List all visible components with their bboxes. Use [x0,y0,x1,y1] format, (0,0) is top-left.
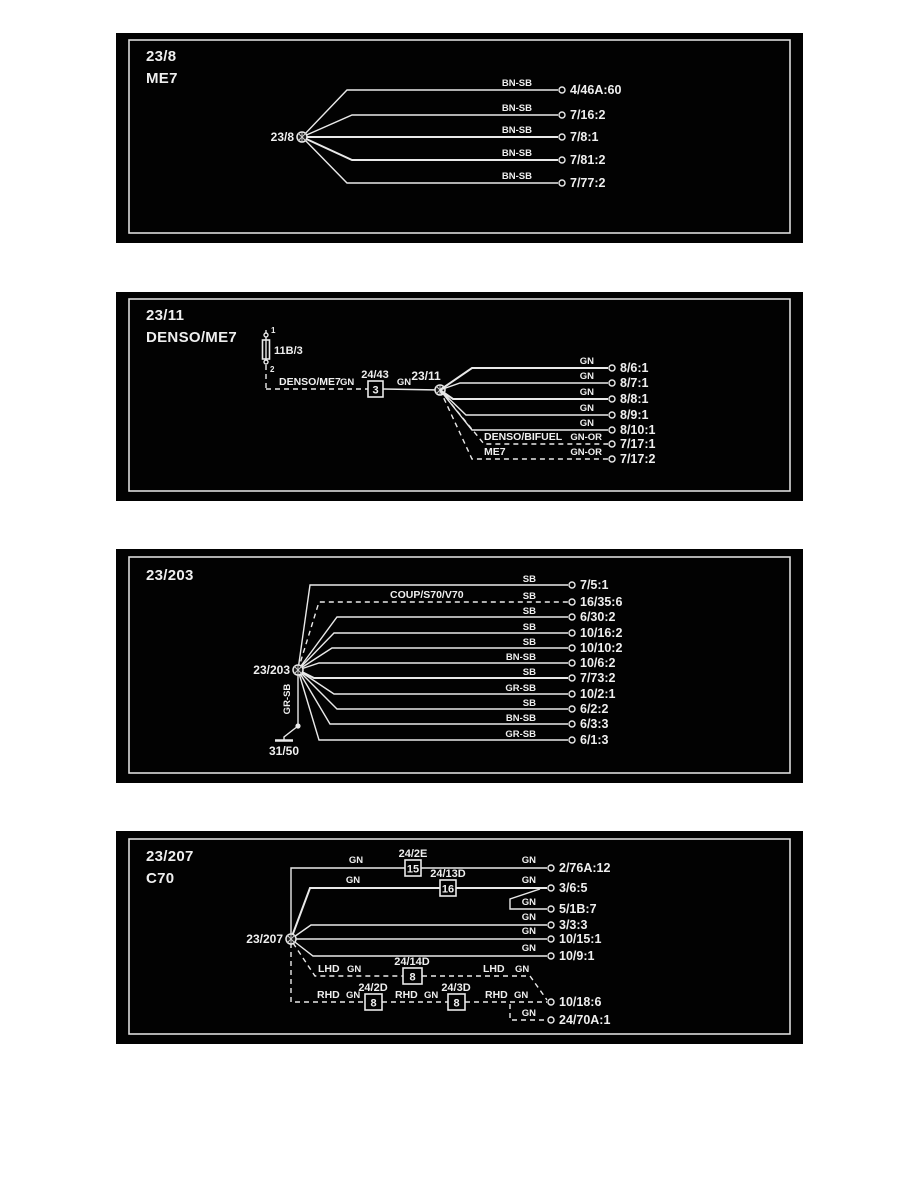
terminal-icon [559,112,565,118]
panel-23-11-diagram [116,292,803,501]
wire-color-code: SB [522,606,536,617]
connector-pin: 8 [370,997,377,1010]
wire-color-code: BN-SB [501,103,532,114]
wire-color-code: GN [579,371,594,382]
wire-color-code: GN [521,926,536,937]
connector-label: 24/43 [361,369,389,381]
variant-label: ME7 [484,446,506,458]
terminal-label: 10/6:2 [580,656,616,670]
variant-label: LHD [318,963,340,975]
node-label: 23/203 [253,663,290,677]
wire-color-code: GN-OR [570,447,602,458]
wire-color-code: GN [396,377,412,388]
wire-color-code: GN [579,403,594,414]
fuse-pin2-label: 2 [270,365,275,374]
terminal-icon [569,706,575,712]
connector-pin: 16 [441,883,455,896]
panel-title-line1: 23/203 [146,567,194,584]
terminal-label: 6/1:3 [580,733,609,747]
connector-pin: 8 [409,971,416,984]
wire-color-code: GN [515,964,530,975]
terminal-label: 4/46A:60 [570,83,622,97]
terminal-icon [548,1017,554,1023]
ground-wire [284,726,298,740]
terminal-label: 7/16:2 [570,108,606,122]
node-label: 23/8 [270,130,294,144]
wire-color-code: GN [340,377,355,388]
wire [291,888,440,939]
panel-23-8 [116,33,803,243]
ground-node-icon [297,132,307,142]
wire-color-code: SB [522,637,536,648]
wire-color-code: GN [521,855,536,866]
terminal-label: 7/81:2 [570,153,606,167]
terminal-icon [548,999,554,1005]
wire-color-code: GN [521,897,536,908]
terminal-label: 8/10:1 [620,423,656,437]
terminal-icon [548,922,554,928]
terminal-icon [609,365,615,371]
terminal-icon [569,675,575,681]
connector-label: 24/13D [430,868,466,880]
panel-23-207 [116,831,803,1044]
panel-title-line2: C70 [146,870,175,887]
terminal-label: 7/17:1 [620,437,656,451]
wire-color-code: GN [579,356,594,367]
terminal-icon [609,441,615,447]
terminal-icon [609,456,615,462]
wire-color-code: BN-SB [505,713,536,724]
wire-color-code: GN [346,990,361,1001]
terminal-label: 3/6:5 [559,881,588,895]
terminal-label: 10/9:1 [559,949,595,963]
terminal-label: 7/73:2 [580,671,616,685]
wire-color-code: GN-OR [570,432,602,443]
wire-color-code: GR-SB [505,683,536,694]
wire-color-code: GN [579,387,594,398]
terminal-label: 6/30:2 [580,610,616,624]
wire-color-code: GN [424,990,439,1001]
ground-node-icon [293,665,303,675]
terminal-icon [609,380,615,386]
terminal-label: 6/3:3 [580,717,609,731]
terminal-label: 16/35:6 [580,595,623,609]
terminal-label: 2/76A:12 [559,861,611,875]
panel-23-8-diagram [116,33,803,243]
fuse-label: 11B/3 [274,345,303,357]
wire-color-code: BN-SB [501,125,532,136]
terminal-label: 8/7:1 [620,376,649,390]
terminal-label: 5/1B:7 [559,902,597,916]
terminal-icon [569,721,575,727]
panel-23-207-diagram [116,831,803,1044]
wire-color-code: BN-SB [501,78,532,89]
terminal-icon [569,582,575,588]
variant-label: LHD [483,963,505,975]
terminal-icon [548,936,554,942]
panel-23-203-diagram [116,549,803,783]
connector-label: 24/2E [398,848,428,860]
wire [530,976,547,1000]
wire-color-code: BN-SB [501,148,532,159]
terminal-icon [559,180,565,186]
panel-title-line2: ME7 [146,70,178,87]
variant-label: COUP/S70/V70 [390,589,464,601]
fuse-pin1-label: 1 [271,326,276,335]
wire-color-code: GR-SB [505,729,536,740]
wire [383,389,440,390]
terminal-icon [548,885,554,891]
terminal-label: 10/15:1 [559,932,602,946]
panel-23-203 [116,549,803,783]
terminal-icon [548,865,554,871]
wire-color-code: SB [522,574,536,585]
wire-color-code: GN [521,943,536,954]
connector-label: 24/14D [394,956,430,968]
terminal-label: 10/2:1 [580,687,616,701]
terminal-label: 24/70A:1 [559,1013,611,1027]
terminal-icon [559,87,565,93]
wire-color-code: GN [347,964,362,975]
terminal-label: 8/8:1 [620,392,649,406]
wire-color-code: SB [522,698,536,709]
connector-label: 24/3D [441,982,471,994]
wire [291,939,547,956]
wire-color-code: GN [514,990,529,1001]
terminal-label: 7/5:1 [580,578,609,592]
wire-color-code: SB [522,591,536,602]
panel-23-11 [116,292,803,501]
terminal-icon [569,691,575,697]
wire-color-code: GN [348,855,364,866]
wire-color-code: SB [522,622,536,633]
terminal-icon [559,157,565,163]
terminal-icon [569,660,575,666]
wire-color-code: BN-SB [501,171,532,182]
terminal-icon [569,645,575,651]
wire-color-code: BN-SB [505,652,536,663]
terminal-icon [548,906,554,912]
connector-pin: 8 [453,997,460,1010]
wire [291,925,547,939]
connector-pin: 15 [406,863,420,876]
terminal-label: 8/6:1 [620,361,649,375]
wire-color-code: SB [522,667,536,678]
terminal-label: 10/18:6 [559,995,602,1009]
node-label: 23/207 [246,932,283,946]
wire-color-code: GN [345,875,361,886]
terminal-icon [569,599,575,605]
terminal-icon [609,412,615,418]
wire-color-code: GN [521,1008,536,1019]
terminal-icon [569,630,575,636]
variant-label: RHD [317,989,340,1001]
variant-label: RHD [395,989,418,1001]
terminal-icon [569,737,575,743]
fuse-symbol [263,330,270,364]
panel-inner-border [129,299,790,491]
wire-color-code: GN [521,912,536,923]
panel-title-line1: 23/11 [146,307,185,324]
terminal-label: 7/8:1 [570,130,599,144]
terminal-icon [569,614,575,620]
wire-color-code: GN [521,875,536,886]
panel-title-line2: DENSO/ME7 [146,329,238,346]
terminal-label: 3/3:3 [559,918,588,932]
variant-label: DENSO/BIFUEL [484,431,563,443]
ground-wire-color-code: GR-SB [282,683,293,715]
terminal-label: 7/77:2 [570,176,606,190]
terminal-icon [609,396,615,402]
terminal-icon [559,134,565,140]
terminal-label: 10/16:2 [580,626,623,640]
variant-label: DENSO/ME7 [279,376,341,388]
terminal-label: 8/9:1 [620,408,649,422]
ground-point-label: 31/50 [268,744,300,758]
terminal-label: 10/10:2 [580,641,623,655]
terminal-label: 6/2:2 [580,702,609,716]
panel-title-line1: 23/8 [146,48,177,65]
terminal-icon [609,427,615,433]
connector-pin: 3 [372,384,379,397]
variant-label: RHD [485,989,508,1001]
terminal-label: 7/17:2 [620,452,656,466]
panel-title-line1: 23/207 [146,848,194,865]
terminal-icon [548,953,554,959]
node-label: 23/11 [411,369,441,383]
ground-node-icon [286,934,296,944]
wire-color-code: GN [579,418,594,429]
connector-label: 24/2D [358,982,388,994]
